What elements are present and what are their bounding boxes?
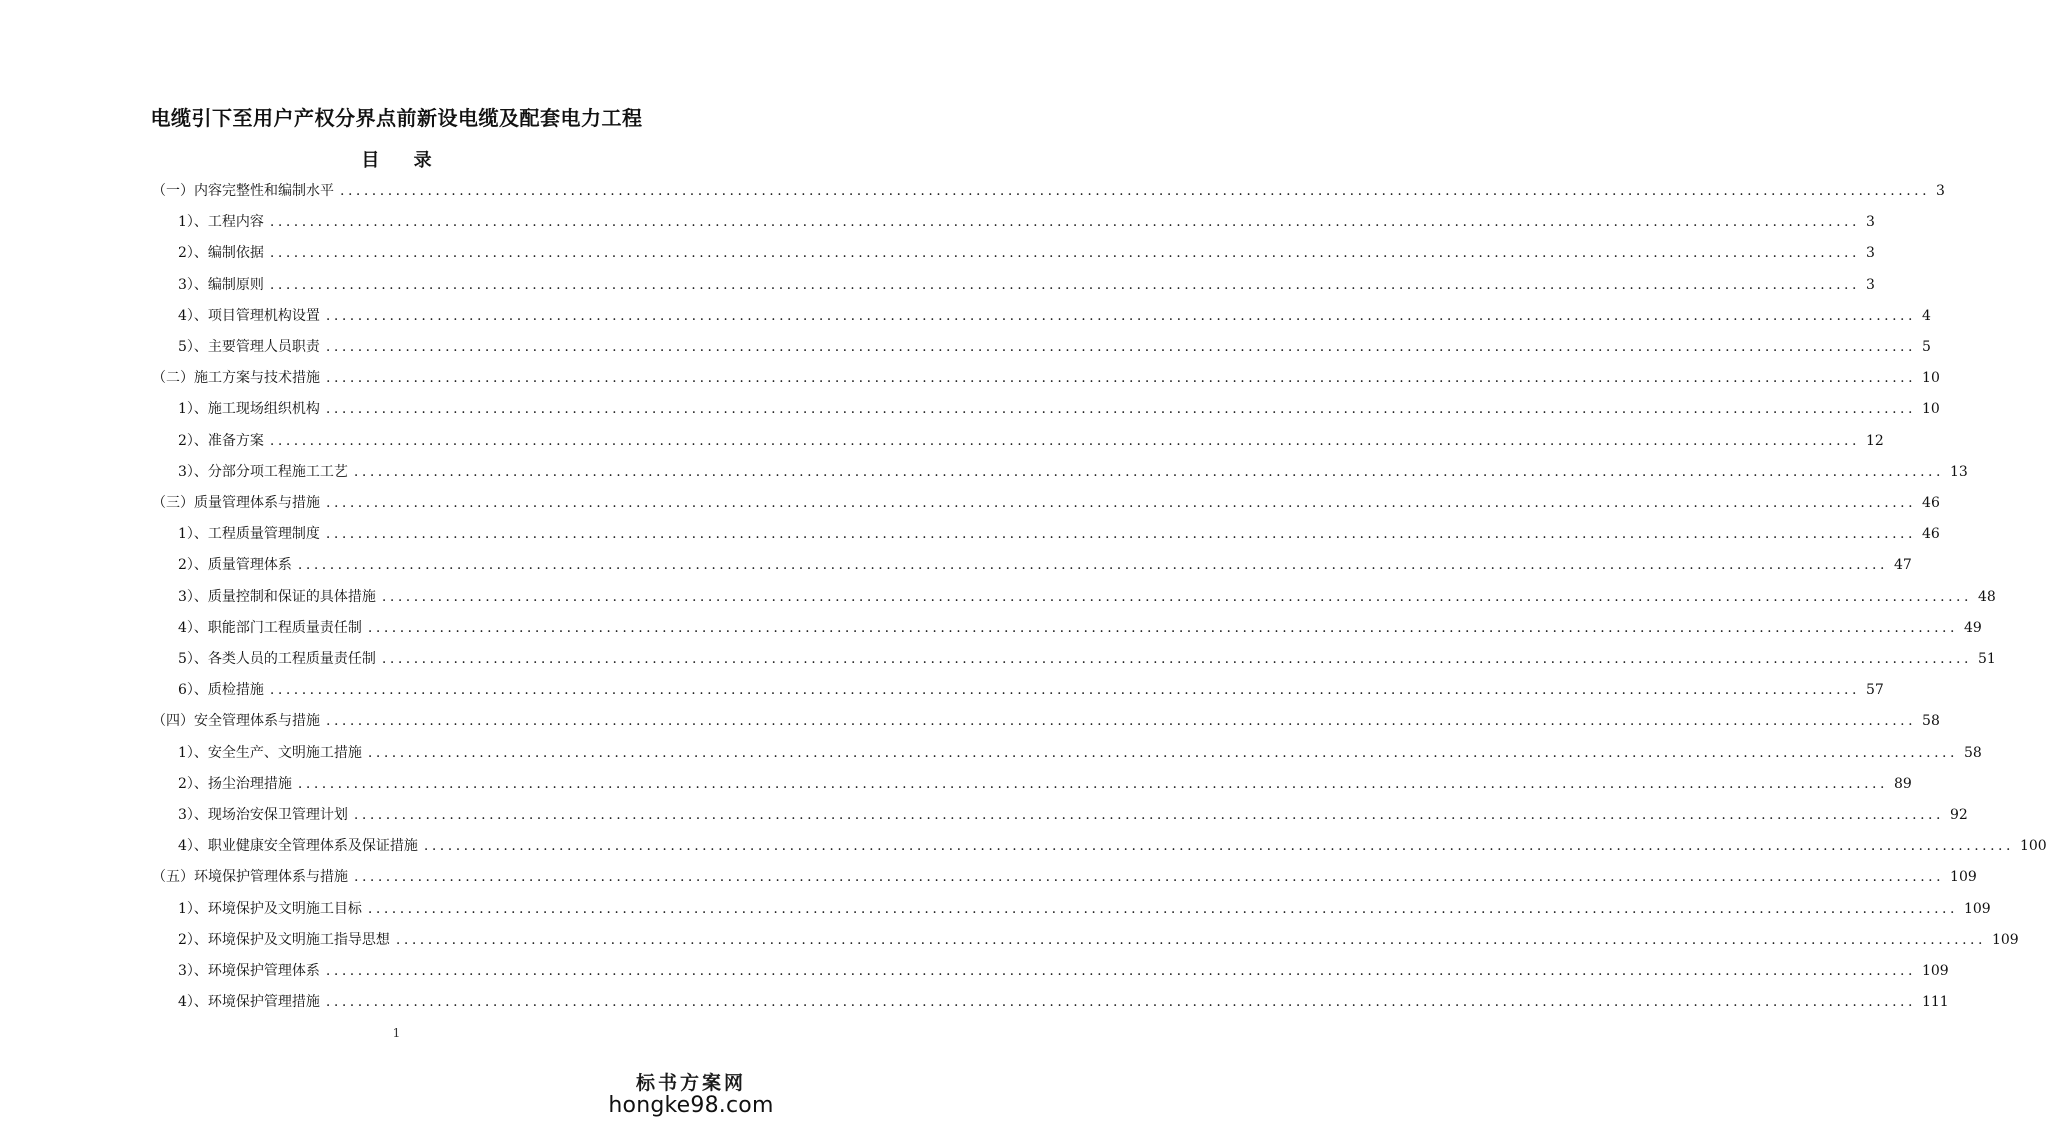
toc-entry-page: 109: [1991, 931, 2019, 948]
toc-subsection-entry: [178, 207, 1875, 238]
toc-subsection-entry: [178, 738, 1982, 769]
toc-entry-label: 1）、环境保护及文明施工目标: [178, 900, 362, 917]
toc-entry-label: 2）、扬尘治理措施: [178, 775, 292, 792]
toc-entry-label: （四）安全管理体系与措施: [152, 713, 320, 730]
toc-entry-page: 49: [1963, 619, 1982, 636]
toc-dot-leader: ........................................................................................................................................................................................................: [297, 775, 1888, 792]
toc-subsection-entry: [178, 550, 1912, 581]
toc-dot-leader: ........................................................................................................................................................................................................: [395, 931, 1986, 948]
toc-entry-page: 4: [1921, 307, 1931, 324]
toc-dot-leader: ........................................................................................................................................................................................................: [367, 619, 1958, 636]
toc-entry-label: 3）、编制原则: [178, 276, 264, 293]
toc-entry-label: 1）、工程质量管理制度: [178, 526, 320, 543]
page-number: 1: [392, 1026, 401, 1040]
toc-dot-leader: ........................................................................................................................................................................................................: [423, 838, 2014, 855]
toc-entry-page: 3: [1936, 183, 1945, 199]
toc-entry-label: （二）施工方案与技术措施: [152, 370, 320, 387]
toc-dot-leader: ........................................................................................................................................................................................................: [340, 183, 1931, 199]
toc-entry-page: 51: [1977, 651, 1996, 667]
toc-entry-page: 57: [1865, 682, 1884, 699]
toc-dot-leader: ........................................................................................................................................................................................................: [367, 900, 1958, 917]
toc-subsection-entry: [178, 582, 1996, 613]
toc-subsection-entry: [178, 644, 1996, 675]
toc-entry-page: 58: [1963, 744, 1982, 761]
toc-subsection-entry: [178, 332, 1931, 363]
toc-dot-leader: ........................................................................................................................................................................................................: [353, 807, 1944, 823]
toc-entry-label: 3）、环境保护管理体系: [178, 963, 320, 979]
toc-dot-leader: ........................................................................................................................................................................................................: [367, 744, 1958, 761]
toc-dot-leader: ........................................................................................................................................................................................................: [269, 432, 1860, 449]
toc-entry-page: 92: [1949, 807, 1968, 823]
document-title: 电缆引下至用户产权分界点前新设电缆及配套电力工程: [150, 106, 643, 130]
toc-subsection-entry: [178, 831, 2047, 862]
toc-entry-page: 111: [1921, 994, 1949, 1011]
toc-subsection-entry: [178, 613, 1982, 644]
toc-entry-label: 6）、质检措施: [178, 682, 264, 699]
toc-entry-page: 3: [1865, 276, 1875, 293]
toc-subsection-entry: [178, 301, 1931, 332]
toc-entry-page: 58: [1922, 713, 1940, 730]
toc-entry-page: 10: [1921, 401, 1940, 418]
toc-entry-label: 1）、施工现场组织机构: [178, 401, 320, 418]
toc-subsection-entry: [178, 987, 1949, 1018]
toc-dot-leader: ........................................................................................................................................................................................................: [325, 526, 1916, 543]
toc-section-entry: [152, 706, 1940, 737]
toc-dot-leader: ........................................................................................................................................................................................................: [326, 370, 1917, 387]
toc-dot-leader: ........................................................................................................................................................................................................: [325, 401, 1916, 418]
toc-entry-page: 46: [1921, 526, 1940, 543]
toc-entry-page: 3: [1865, 245, 1875, 262]
toc-dot-leader: ........................................................................................................................................................................................................: [325, 339, 1916, 355]
toc-entry-label: 2）、编制依据: [178, 245, 264, 262]
toc-entry-label: 2）、环境保护及文明施工指导思想: [178, 931, 390, 948]
toc-entry-page: 46: [1922, 495, 1940, 511]
toc-entry-label: 2）、准备方案: [178, 432, 264, 449]
toc-entry-page: 100: [2019, 838, 2047, 855]
toc-dot-leader: ........................................................................................................................................................................................................: [269, 214, 1860, 231]
toc-dot-leader: ........................................................................................................................................................................................................: [269, 276, 1860, 293]
toc-subsection-entry: [178, 457, 1968, 488]
toc-dot-leader: ........................................................................................................................................................................................................: [326, 495, 1917, 511]
watermark-url: hongke98.com: [608, 1093, 774, 1118]
toc-dot-leader: ........................................................................................................................................................................................................: [269, 245, 1860, 262]
watermark-title: 标书方案网: [635, 1072, 746, 1094]
toc-entry-label: 3）、质量控制和保证的具体措施: [178, 588, 376, 605]
toc-dot-leader: ........................................................................................................................................................................................................: [325, 963, 1916, 979]
toc-entry-label: 1）、安全生产、文明施工措施: [178, 744, 362, 761]
toc-entry-label: 5）、主要管理人员职责: [178, 339, 320, 355]
toc-dot-leader: ........................................................................................................................................................................................................: [326, 713, 1917, 730]
toc-subsection-entry: [178, 769, 1912, 800]
toc-entry-page: 12: [1865, 432, 1884, 449]
toc-subsection-entry: [178, 519, 1940, 550]
toc-subsection-entry: [178, 894, 1991, 925]
toc-entry-label: 2）、质量管理体系: [178, 557, 292, 574]
toc-subsection-entry: [178, 394, 1940, 425]
toc-entry-page: 109: [1963, 900, 1991, 917]
toc-section-entry: [152, 176, 1945, 207]
toc-subsection-entry: [178, 238, 1875, 269]
toc-dot-leader: ........................................................................................................................................................................................................: [381, 588, 1972, 605]
toc-entry-page: 5: [1921, 339, 1931, 355]
toc-dot-leader: ........................................................................................................................................................................................................: [381, 651, 1972, 667]
toc-heading: 目 录: [361, 150, 446, 171]
toc-entry-page: 10: [1922, 370, 1940, 387]
toc-entry-label: 4）、职业健康安全管理体系及保证措施: [178, 838, 418, 855]
toc-section-entry: [152, 488, 1940, 519]
toc-section-entry: [152, 363, 1940, 394]
toc-entry-page: 89: [1893, 775, 1912, 792]
toc-entry-label: （一）内容完整性和编制水平: [152, 183, 334, 199]
toc-dot-leader: ........................................................................................................................................................................................................: [269, 682, 1860, 699]
toc-dot-leader: ........................................................................................................................................................................................................: [354, 869, 1945, 886]
toc-dot-leader: ........................................................................................................................................................................................................: [325, 994, 1916, 1011]
toc-section-entry: [152, 862, 1977, 893]
toc-entry-page: 109: [1950, 869, 1977, 886]
toc-dot-leader: ........................................................................................................................................................................................................: [325, 307, 1916, 324]
toc-entry-label: 3）、分部分项工程施工工艺: [178, 463, 348, 480]
toc-subsection-entry: [178, 426, 1884, 457]
toc-entry-label: 3）、现场治安保卫管理计划: [178, 807, 348, 823]
toc-entry-label: 1）、工程内容: [178, 214, 264, 231]
toc-entry-label: 4）、环境保护管理措施: [178, 994, 320, 1011]
toc-entry-page: 109: [1921, 963, 1949, 979]
toc-subsection-entry: [178, 270, 1875, 301]
toc-entry-page: 48: [1977, 588, 1996, 605]
toc-dot-leader: ........................................................................................................................................................................................................: [297, 557, 1888, 574]
toc-subsection-entry: [178, 800, 1968, 831]
toc-entry-label: 5）、各类人员的工程质量责任制: [178, 651, 376, 667]
toc-entry-label: 4）、项目管理机构设置: [178, 307, 320, 324]
toc-subsection-entry: [178, 925, 2019, 956]
toc-subsection-entry: [178, 956, 1949, 987]
toc-entry-label: （五）环境保护管理体系与措施: [152, 869, 348, 886]
watermark-logo: [601, 1068, 781, 1118]
toc-entry-page: 13: [1949, 463, 1968, 480]
toc-entry-page: 3: [1865, 214, 1875, 231]
toc-dot-leader: ........................................................................................................................................................................................................: [353, 463, 1944, 480]
toc-subsection-entry: [178, 675, 1884, 706]
toc-entry-label: （三）质量管理体系与措施: [152, 495, 320, 511]
toc-entry-label: 4）、职能部门工程质量责任制: [178, 619, 362, 636]
toc-entry-page: 47: [1893, 557, 1912, 574]
